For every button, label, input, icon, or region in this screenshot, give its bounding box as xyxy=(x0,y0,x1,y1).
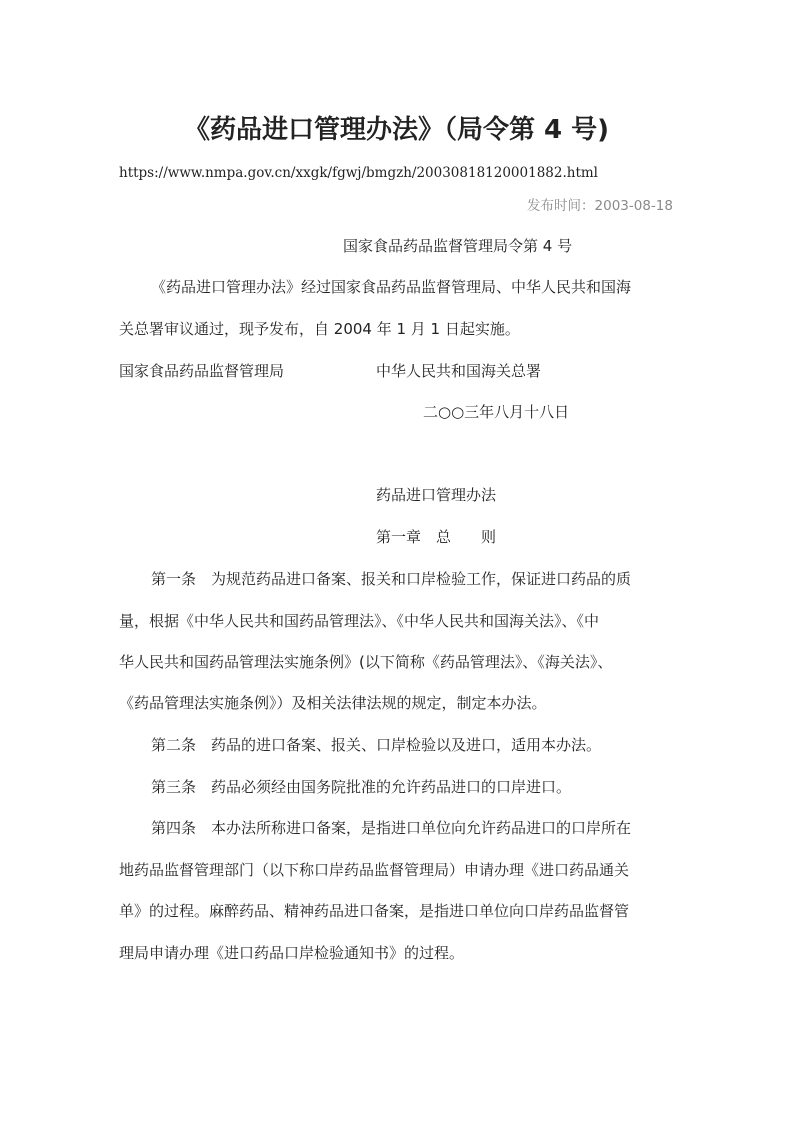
article-4-line-3: 单》的过程。麻醉药品、精神药品进口备案，是指进口单位向口岸药品监督管 xyxy=(119,902,630,920)
article-1-line-2: 量，根据《中华人民共和国药品管理法》、《中华人民共和国海关法》、《中 xyxy=(119,612,600,630)
decree-number: 国家食品药品监督管理局令第 4 号 xyxy=(343,237,573,255)
article-4-line-1: 第四条 本办法所称进口备案，是指进口单位向允许药品进口的口岸所在 xyxy=(151,819,632,837)
article-1-line-3: 华人民共和国药品管理法实施条例》(以下简称《药品管理法》、《海关法》、 xyxy=(119,653,613,671)
source-url: https://www.nmpa.gov.cn/xxgk/fgwj/bmgzh/20030818120001882.html xyxy=(119,165,598,181)
publish-date-value: 2003-08-18 xyxy=(594,198,673,214)
issuer-customs: 中华人民共和国海关总署 xyxy=(376,362,542,380)
decree-intro-line-2: 关总署审议通过，现予发布，自 2004 年 1 月 1 日起实施。 xyxy=(119,320,520,338)
article-2: 第二条 药品的进口备案、报关、口岸检验以及进口，适用本办法。 xyxy=(151,736,602,754)
chapter-heading: 第一章 总 则 xyxy=(376,528,497,546)
decree-date: 二○○三年八月十八日 xyxy=(423,403,570,421)
publish-date-label: 发布时间： xyxy=(527,198,595,214)
article-3: 第三条 药品必须经由国务院批准的允许药品进口的口岸进口。 xyxy=(151,778,572,796)
publish-date-line xyxy=(527,195,673,217)
article-4-line-2: 地药品监督管理部门（以下称口岸药品监督管理局）申请办理《进口药品通关 xyxy=(119,861,630,879)
article-4-line-4: 理局申请办理《进口药品口岸检验通知书》的过程。 xyxy=(119,944,465,962)
decree-intro-line-1: 《药品进口管理办法》经过国家食品药品监督管理局、中华人民共和国海 xyxy=(151,278,632,296)
article-1-line-1: 第一条 为规范药品进口备案、报关和口岸检验工作，保证进口药品的质 xyxy=(151,570,632,588)
document-title: 《药品进口管理办法》（局令第 4 号) xyxy=(183,115,610,145)
regulation-title: 药品进口管理办法 xyxy=(376,486,497,504)
issuer-nmpa: 国家食品药品监督管理局 xyxy=(119,362,285,380)
article-1-line-4: 《药品管理法实施条例》）及相关法律法规的规定，制定本办法。 xyxy=(119,694,547,712)
